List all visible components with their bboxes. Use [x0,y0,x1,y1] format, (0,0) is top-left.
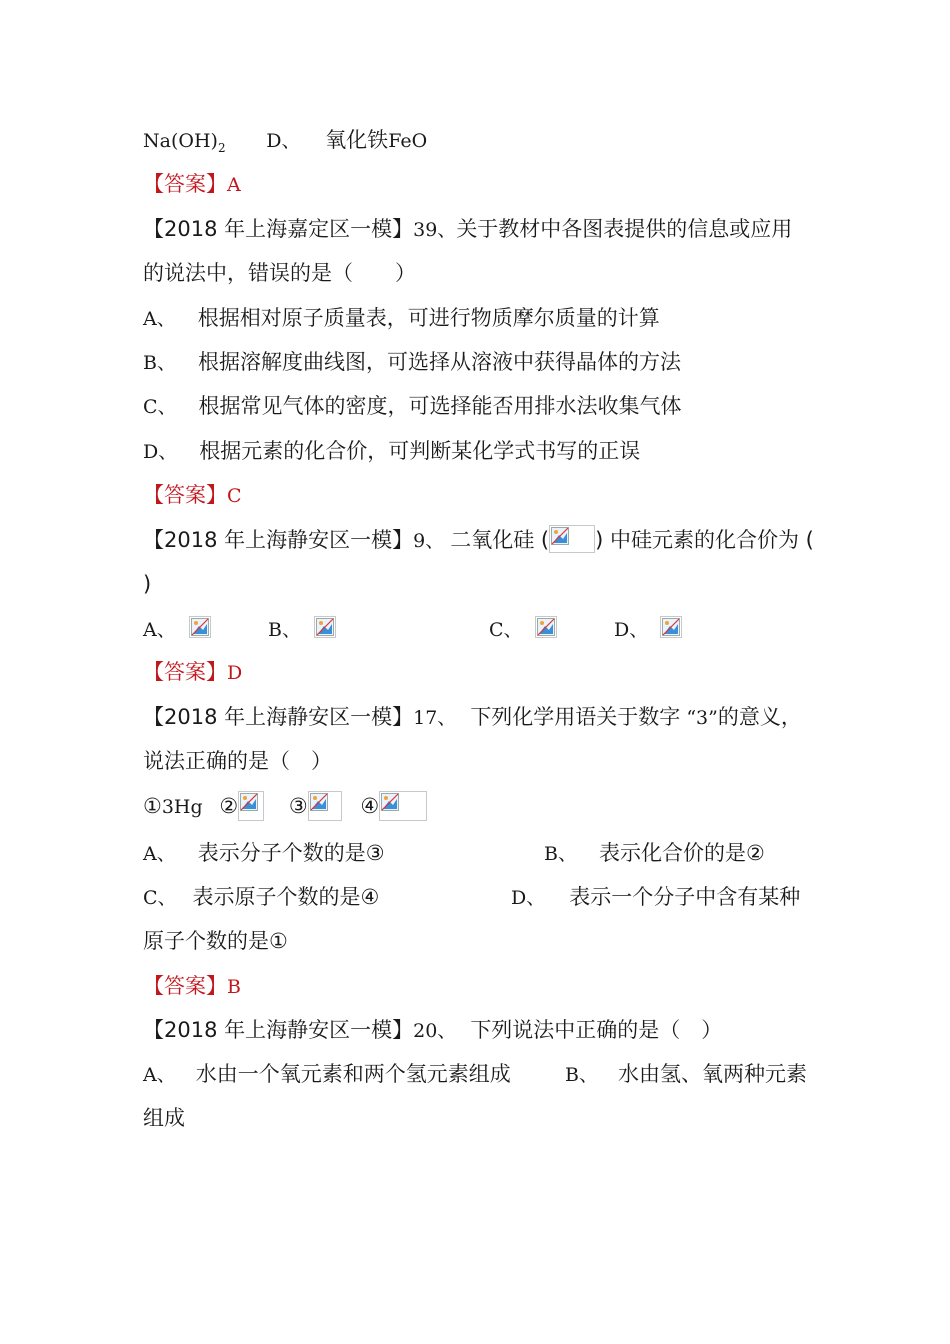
option-label: B、 [565,1064,598,1086]
broken-image-icon [308,791,342,821]
question-line [143,1015,722,1046]
option-line [143,125,427,163]
option-line [544,838,765,869]
option-label: C、 [489,619,523,641]
option-label: C、 [143,887,177,909]
item-marker: ③ [288,794,308,818]
option-line [143,1059,511,1090]
option-label: A、 [143,619,176,641]
option-label: B、 [143,352,176,374]
question-line [143,702,802,733]
question-text: 下列化学用语关于数字 [470,705,681,729]
question-number: 20、 [413,1020,457,1042]
option-line [143,614,176,645]
option-line [143,882,379,913]
option-text: 表示原子个数的是④ [192,885,380,909]
item-marker: ④ [360,794,380,818]
question-text: ) [143,572,152,596]
source-tag: 【2018 年上海静安区一模】 [143,1018,414,1042]
answer-line [143,657,242,688]
option-line [268,614,301,645]
question-text: 的说法中，错误的是（ ） [143,261,416,285]
option-text: 氧化铁 [325,128,389,152]
items-line [143,791,427,822]
option-label: A、 [143,843,176,865]
option-text: 原子个数的是① [143,929,288,953]
option-label: A、 [143,1064,176,1086]
broken-image-icon [549,525,595,553]
answer-line [143,169,241,200]
option-line [565,1059,807,1090]
question-text: 二氧化硅 ( [450,528,550,552]
answer-value: C [227,485,242,507]
option-text: 表示一个分子中含有某种 [569,885,801,909]
question-text: 关于教材中各图表提供的信息或应用 [456,217,793,241]
question-number: 9、 [413,530,445,552]
option-line [143,436,640,467]
option-text: 组成 [143,1106,185,1130]
broken-image-icon [535,616,557,638]
question-number: 17、 [413,707,457,729]
option-line [143,1103,185,1133]
broken-image-icon [379,791,427,821]
source-tag: 【2018 年上海静安区一模】 [143,705,414,729]
answer-value: A [227,174,241,196]
option-line [489,614,523,645]
option-line [143,838,385,869]
option-text: 根据相对原子质量表，可进行物质摩尔质量的计算 [197,306,660,330]
option-text: 表示化合价的是② [598,841,765,865]
item-value: 3Hg [161,796,203,818]
formula-text: FeO [388,130,428,152]
broken-image-icon [660,616,682,638]
item-marker: ② [219,794,239,818]
question-line [143,214,792,245]
broken-image-icon [314,616,336,638]
item-marker: ① [143,794,162,818]
option-text: 根据溶解度曲线图，可选择从溶液中获得晶体的方法 [197,350,681,374]
quoted-number: “3” [686,707,718,729]
option-line [143,303,660,334]
source-tag: 【2018 年上海静安区一模】 [143,528,414,552]
option-label: D、 [143,441,178,463]
option-text: 表示分子个数的是③ [197,841,385,865]
formula-text: Na(OH) [143,130,218,152]
option-text: 根据元素的化合价，可判断某化学式书写的正误 [199,439,641,463]
option-line [143,926,288,956]
option-label: B、 [544,843,577,865]
option-label: D、 [614,619,649,641]
option-line [614,614,648,645]
option-text: 根据常见气体的密度，可选择能否用排水法收集气体 [198,394,682,418]
option-label: C、 [143,396,177,418]
question-text: ) 中硅元素的化合价为 ( [595,528,814,552]
option-label: D、 [266,130,301,152]
broken-image-icon [238,791,264,821]
answer-label: 【答案】 [143,660,227,684]
broken-image-icon [189,616,211,638]
source-tag: 【2018 年上海嘉定区一模】 [143,217,414,241]
question-line [143,569,151,599]
option-line [511,882,800,913]
question-text: 的意义， [717,705,802,729]
subscript: 2 [217,141,226,156]
answer-value: B [227,976,241,998]
question-number: 39、 [413,219,457,241]
option-label: B、 [268,619,301,641]
answer-line [143,971,241,1002]
question-text: 下列说法中正确的是（ ） [470,1018,723,1042]
answer-value: D [227,662,243,684]
answer-line [143,480,242,511]
option-label: D、 [511,887,546,909]
option-text: 水由一个氧元素和两个氢元素组成 [195,1062,511,1086]
question-source [143,217,413,241]
option-line [143,391,682,422]
question-line [143,525,814,556]
question-line [143,258,416,288]
answer-label: 【答案】 [143,974,227,998]
option-text: 水由氢、氧两种元素 [617,1062,807,1086]
question-line [143,746,332,776]
question-text: 说法正确的是（ ） [143,749,332,773]
answer-label: 【答案】 [143,172,227,196]
answer-label: 【答案】 [143,483,227,507]
option-line [143,347,681,378]
option-label: A、 [143,308,176,330]
